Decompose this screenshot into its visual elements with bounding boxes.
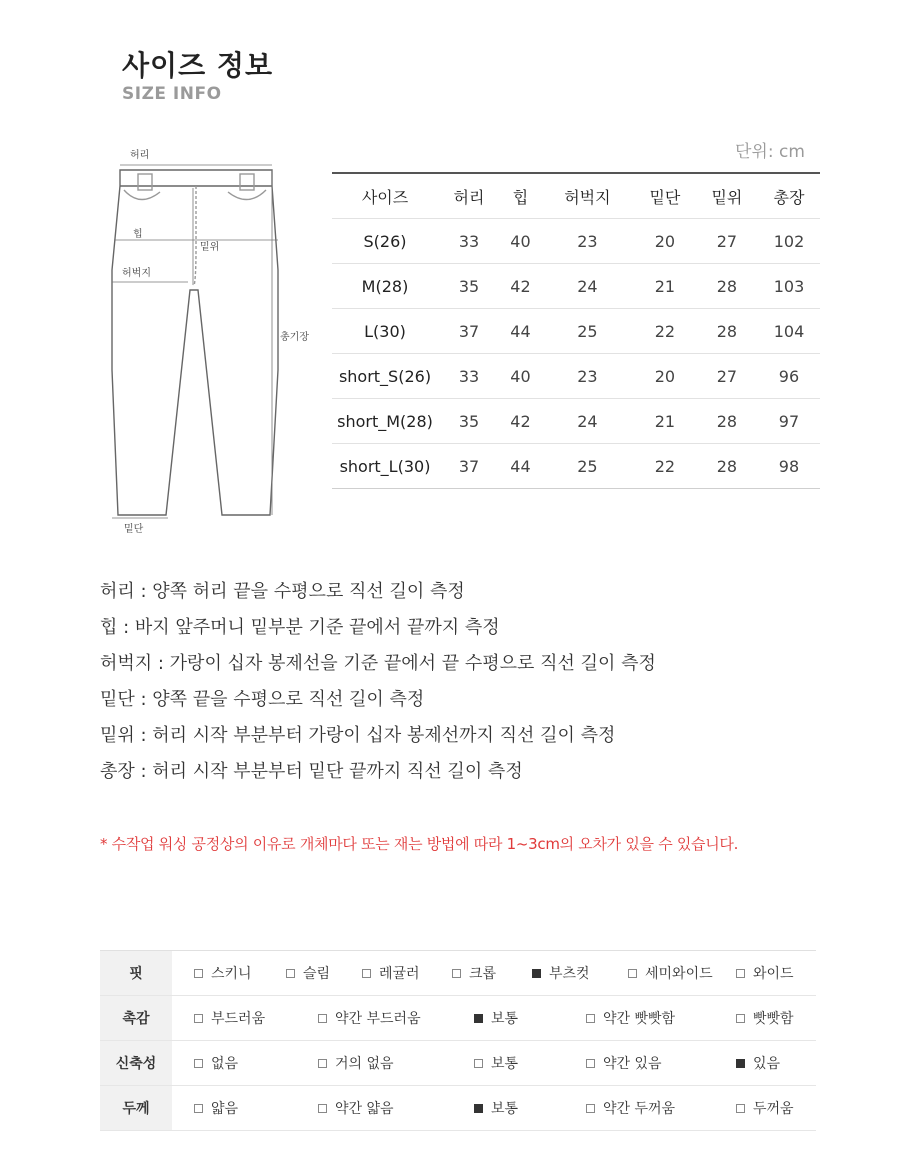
label-waist: 허리 — [130, 150, 150, 161]
option-crop: 크롭 — [452, 963, 532, 983]
right-pocket — [228, 190, 266, 200]
checkbox-checked-icon — [532, 969, 541, 978]
note-waist: 허리 : 양쪽 허리 끝을 수평으로 직선 길이 측정 — [100, 581, 465, 602]
header-thigh: 허벅지 — [541, 173, 634, 219]
option-semi-wide: 세미와이드 — [628, 963, 736, 983]
checkbox-icon — [736, 1014, 745, 1023]
attribute-options — [172, 1086, 816, 1131]
option-bootcut: 부츠컷 — [532, 963, 628, 983]
label-hip: 힙 — [133, 229, 143, 240]
checkbox-icon — [318, 1104, 327, 1113]
label-thigh: 허벅지 — [122, 268, 151, 279]
header-waist: 허리 — [438, 173, 500, 219]
option-stiff: 빳빳함 — [736, 1008, 794, 1028]
attribute-row-texture — [100, 996, 816, 1041]
table-cell: 24 — [541, 399, 634, 444]
attribute-options — [172, 1041, 816, 1086]
header-length: 총장 — [758, 173, 820, 219]
table-cell: 28 — [696, 309, 758, 354]
table-cell: 96 — [758, 354, 820, 399]
attribute-label: 핏 — [100, 951, 172, 996]
table-cell: 28 — [696, 264, 758, 309]
header-hip: 힙 — [500, 173, 541, 219]
checkbox-icon — [286, 969, 295, 978]
pants-outline — [112, 170, 278, 515]
option-slightly-thin: 약간 얇음 — [318, 1098, 474, 1118]
table-cell: short_M(28) — [332, 399, 438, 444]
table-cell: 104 — [758, 309, 820, 354]
note-length: 총장 : 허리 시작 부분부터 밑단 끝까지 직선 길이 측정 — [100, 761, 523, 782]
table-cell: L(30) — [332, 309, 438, 354]
attribute-label: 신축성 — [100, 1041, 172, 1086]
table-cell: 42 — [500, 264, 541, 309]
table-cell: M(28) — [332, 264, 438, 309]
option-almost-none: 거의 없음 — [318, 1053, 474, 1073]
note-hem: 밑단 : 양쪽 끝을 수평으로 직선 길이 측정 — [100, 689, 425, 710]
attribute-label: 촉감 — [100, 996, 172, 1041]
table-cell: 97 — [758, 399, 820, 444]
table-cell: 35 — [438, 264, 500, 309]
fly-stitch — [194, 186, 196, 286]
checkbox-icon — [452, 969, 461, 978]
table-cell: 22 — [634, 444, 696, 489]
table-cell: 25 — [541, 309, 634, 354]
option-normal: 보통 — [474, 1008, 586, 1028]
table-cell: 22 — [634, 309, 696, 354]
checkbox-icon — [474, 1059, 483, 1068]
checkbox-icon — [194, 1104, 203, 1113]
table-cell: 28 — [696, 399, 758, 444]
note-rise: 밑위 : 허리 시작 부분부터 가랑이 십자 봉제선까지 직선 길이 측정 — [100, 725, 616, 746]
table-cell: 25 — [541, 444, 634, 489]
label-length: 총기장 — [280, 332, 309, 343]
attributes-table — [100, 950, 816, 1131]
checkbox-icon — [586, 1059, 595, 1068]
table-cell: 103 — [758, 264, 820, 309]
checkbox-icon — [586, 1014, 595, 1023]
table-row — [332, 219, 820, 264]
checkbox-icon — [194, 1014, 203, 1023]
table-cell: 44 — [500, 309, 541, 354]
checkbox-icon — [194, 1059, 203, 1068]
option-thick: 두꺼움 — [736, 1098, 794, 1118]
page-subtitle: SIZE INFO — [122, 84, 222, 104]
left-belt-loop — [138, 174, 152, 190]
table-cell: S(26) — [332, 219, 438, 264]
table-cell: 42 — [500, 399, 541, 444]
table-cell: 27 — [696, 219, 758, 264]
option-slightly-stiff: 약간 빳빳함 — [586, 1008, 736, 1028]
table-cell: 20 — [634, 354, 696, 399]
table-cell: 40 — [500, 219, 541, 264]
table-cell: 37 — [438, 309, 500, 354]
option-slightly: 약간 있음 — [586, 1053, 736, 1073]
table-row — [332, 264, 820, 309]
option-slightly-thick: 약간 두꺼움 — [586, 1098, 736, 1118]
checkbox-icon — [736, 1104, 745, 1113]
left-pocket — [124, 190, 160, 200]
unit-label: 단위: cm — [735, 142, 805, 162]
checkbox-icon — [194, 969, 203, 978]
checkbox-icon — [362, 969, 371, 978]
pants-diagram — [100, 140, 325, 540]
table-cell: 21 — [634, 399, 696, 444]
option-skinny: 스키니 — [194, 963, 286, 983]
table-cell: 102 — [758, 219, 820, 264]
label-rise: 밑위 — [200, 242, 220, 253]
table-row — [332, 309, 820, 354]
table-cell: short_L(30) — [332, 444, 438, 489]
table-cell: 33 — [438, 354, 500, 399]
checkbox-icon — [736, 969, 745, 978]
table-cell: 37 — [438, 444, 500, 489]
option-thin: 얇음 — [194, 1098, 318, 1118]
size-table — [332, 172, 820, 489]
table-cell: short_S(26) — [332, 354, 438, 399]
option-soft: 부드러움 — [194, 1008, 318, 1028]
right-belt-loop — [240, 174, 254, 190]
header-hem: 밑단 — [634, 173, 696, 219]
table-cell: 24 — [541, 264, 634, 309]
checkbox-checked-icon — [474, 1104, 483, 1113]
option-regular: 레귤러 — [362, 963, 452, 983]
table-cell: 28 — [696, 444, 758, 489]
table-cell: 21 — [634, 264, 696, 309]
table-row — [332, 444, 820, 489]
table-row — [332, 399, 820, 444]
attribute-row-fit — [100, 951, 816, 996]
checkbox-checked-icon — [736, 1059, 745, 1068]
checkbox-icon — [586, 1104, 595, 1113]
attribute-label: 두께 — [100, 1086, 172, 1131]
attribute-row-stretch — [100, 1041, 816, 1086]
error-margin-warning: * 수작업 워싱 공정상의 이유로 개체마다 또는 재는 방법에 따라 1~3cm의 오차가 있을 수 있습니다. — [100, 835, 739, 853]
table-cell: 33 — [438, 219, 500, 264]
table-cell: 35 — [438, 399, 500, 444]
option-slim: 슬림 — [286, 963, 362, 983]
table-row — [332, 354, 820, 399]
note-thigh: 허벅지 : 가랑이 십자 봉제선을 기준 끝에서 끝 수평으로 직선 길이 측정 — [100, 653, 656, 674]
option-normal: 보통 — [474, 1053, 586, 1073]
attribute-options — [172, 996, 816, 1041]
header-size: 사이즈 — [332, 173, 438, 219]
checkbox-icon — [628, 969, 637, 978]
label-hem: 밑단 — [124, 524, 144, 535]
option-normal: 보통 — [474, 1098, 586, 1118]
option-yes: 있음 — [736, 1053, 780, 1073]
option-wide: 와이드 — [736, 963, 794, 983]
checkbox-icon — [318, 1014, 327, 1023]
checkbox-icon — [318, 1059, 327, 1068]
attribute-options — [172, 951, 816, 996]
option-none: 없음 — [194, 1053, 318, 1073]
header-rise: 밑위 — [696, 173, 758, 219]
table-cell: 27 — [696, 354, 758, 399]
option-slightly-soft: 약간 부드러움 — [318, 1008, 474, 1028]
note-hip: 힙 : 바지 앞주머니 밑부분 기준 끝에서 끝까지 측정 — [100, 617, 500, 638]
table-cell: 20 — [634, 219, 696, 264]
checkbox-checked-icon — [474, 1014, 483, 1023]
table-cell: 44 — [500, 444, 541, 489]
table-cell: 23 — [541, 354, 634, 399]
table-cell: 23 — [541, 219, 634, 264]
page-title: 사이즈 정보 — [122, 49, 273, 82]
table-cell: 40 — [500, 354, 541, 399]
size-table-header — [332, 173, 820, 219]
measurement-notes — [100, 574, 656, 790]
table-cell: 98 — [758, 444, 820, 489]
attribute-row-thickness — [100, 1086, 816, 1131]
